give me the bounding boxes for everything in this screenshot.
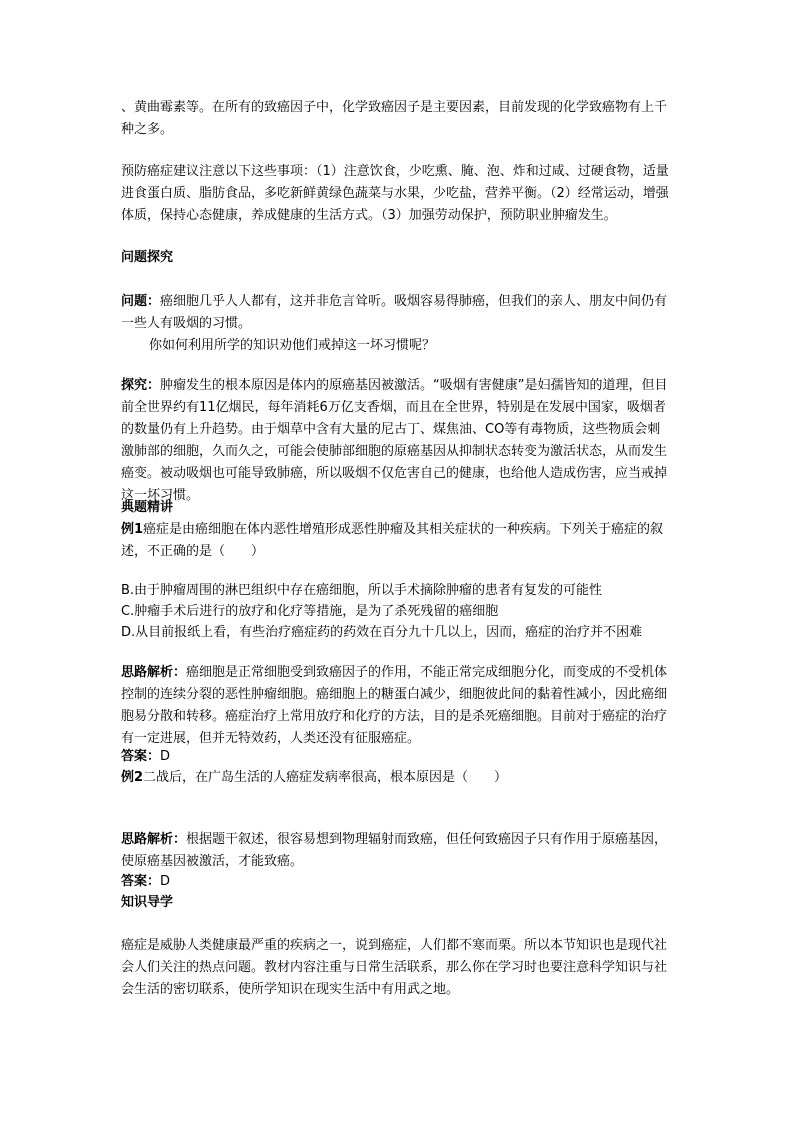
answer-value: D <box>160 749 171 764</box>
explore-paragraph <box>121 375 673 507</box>
example-2-text: 二战后，在广岛生活的人癌症发病率很高，根本原因是（ ） <box>143 770 508 785</box>
analysis-label: 思路解析： <box>121 665 187 680</box>
example-1-option-c: C.肿瘤手术后进行的放疗和化疗等措施，是为了杀死残留的癌细胞 <box>121 604 499 619</box>
example-2-label: 例2 <box>121 770 144 785</box>
analysis-text: 癌细胞是正常细胞受到致癌因子的作用，不能正常完成细胞分化，而变成的不受机体控制的连续分裂的恶性肿瘤细胞。癌细胞上的糖蛋白减少，细胞彼此间的黏着性减小，因此癌细胞易分散和转移。癌症治疗上常用放疗和化疗的方法，目的是杀死癌细胞。目前对于癌症的治疗有一定进展，但并无特效药，人类还没有征服癌症。 <box>121 665 668 746</box>
example-1-label: 例1 <box>121 522 144 537</box>
example-2-question <box>121 767 673 789</box>
example-1-question <box>121 519 673 563</box>
question-label: 问题： <box>121 294 161 309</box>
example-1-analysis <box>121 662 673 750</box>
answer-value: D <box>160 874 171 889</box>
analysis-label: 思路解析： <box>121 832 187 847</box>
heading-knowledge-guide: 知识导学 <box>121 895 174 910</box>
example-2-analysis <box>121 829 673 873</box>
paragraph-prevention: 预防癌症建议注意以下这些事项：（1）注意饮食，少吃熏、腌、泡、炸和过咸、过硬食物，适量进食蛋白质、脂肪食品，多吃新鲜黄绿色蔬菜与水果，少吃盐，营养平衡。（2）经常运动，增强体质，保持心态健康，养成健康的生活方式。（3）加强劳动保护，预防职业肿瘤发生。 <box>121 164 669 223</box>
question-paragraph <box>121 291 673 335</box>
example-1-option-b: B.由于肿瘤周围的淋巴组织中存在癌细胞，所以手术摘除肿瘤的患者有复发的可能性 <box>121 583 603 598</box>
paragraph-carcinogens: 、黄曲霉素等。在所有的致癌因子中，化学致癌因子是主要因素，目前发现的化学致癌物有上千种之多。 <box>121 100 668 137</box>
example-1-text: 癌症是由癌细胞在体内恶性增殖形成恶性肿瘤及其相关症状的一种疾病。下列关于癌症的叙述，不正确的是（ ） <box>121 522 664 559</box>
example-1-answer <box>121 746 673 768</box>
analysis-text: 根据题干叙述，很容易想到物理辐射而致癌，但任何致癌因子只有作用于原癌基因，使原癌基因被激活，才能致癌。 <box>121 832 668 869</box>
question-prompt: 你如何利用所学的知识劝他们戒掉这一坏习惯呢？ <box>149 338 436 353</box>
heading-question-explore: 问题探究 <box>121 250 174 265</box>
paragraph-knowledge-guide: 癌症是威胁人类健康最严重的疾病之一，说到癌症，人们都不寒而栗。所以本节知识也是现代社会人们关注的热点问题。教材内容注重与日常生活联系，那么你在学习时也要注意科学知识与社会生活的密切联系，使所学知识在现实生活中有用武之地。 <box>121 938 668 997</box>
example-2-answer <box>121 871 673 893</box>
question-text: 癌细胞几乎人人都有，这并非危言耸听。吸烟容易得肺癌，但我们的亲人、朋友中间仍有一些人有吸烟的习惯。 <box>121 294 668 331</box>
example-1-option-d: D.从目前报纸上看，有些治疗癌症药的药效在百分九十几以上，因而，癌症的治疗并不困难 <box>121 625 643 640</box>
explore-text: 肿瘤发生的根本原因是体内的原癌基因被激活。“吸烟有害健康”是妇孺皆知的道理，但目前全世界约有11亿烟民，每年消耗6万亿支香烟，而且在全世界，特别是在发展中国家，吸烟者的数量仍有上升趋势。由于烟草中含有大量的尼古丁、煤焦油、CO等有毒物质，这些物质会刺激肺部的细胞，久而久之，可能会使肺部细胞的原癌基因从抑制状态转变为激活状态，从而发生癌变。被动吸烟也可能导致肺癌，所以吸烟不仅危害自己的健康，也给他人造成伤害，应当戒掉这一坏习惯。 <box>121 378 668 503</box>
heading-typical-examples: 典题精讲 <box>121 500 174 515</box>
answer-label: 答案： <box>121 874 161 889</box>
explore-label: 探究： <box>121 378 161 393</box>
answer-label: 答案： <box>121 749 161 764</box>
